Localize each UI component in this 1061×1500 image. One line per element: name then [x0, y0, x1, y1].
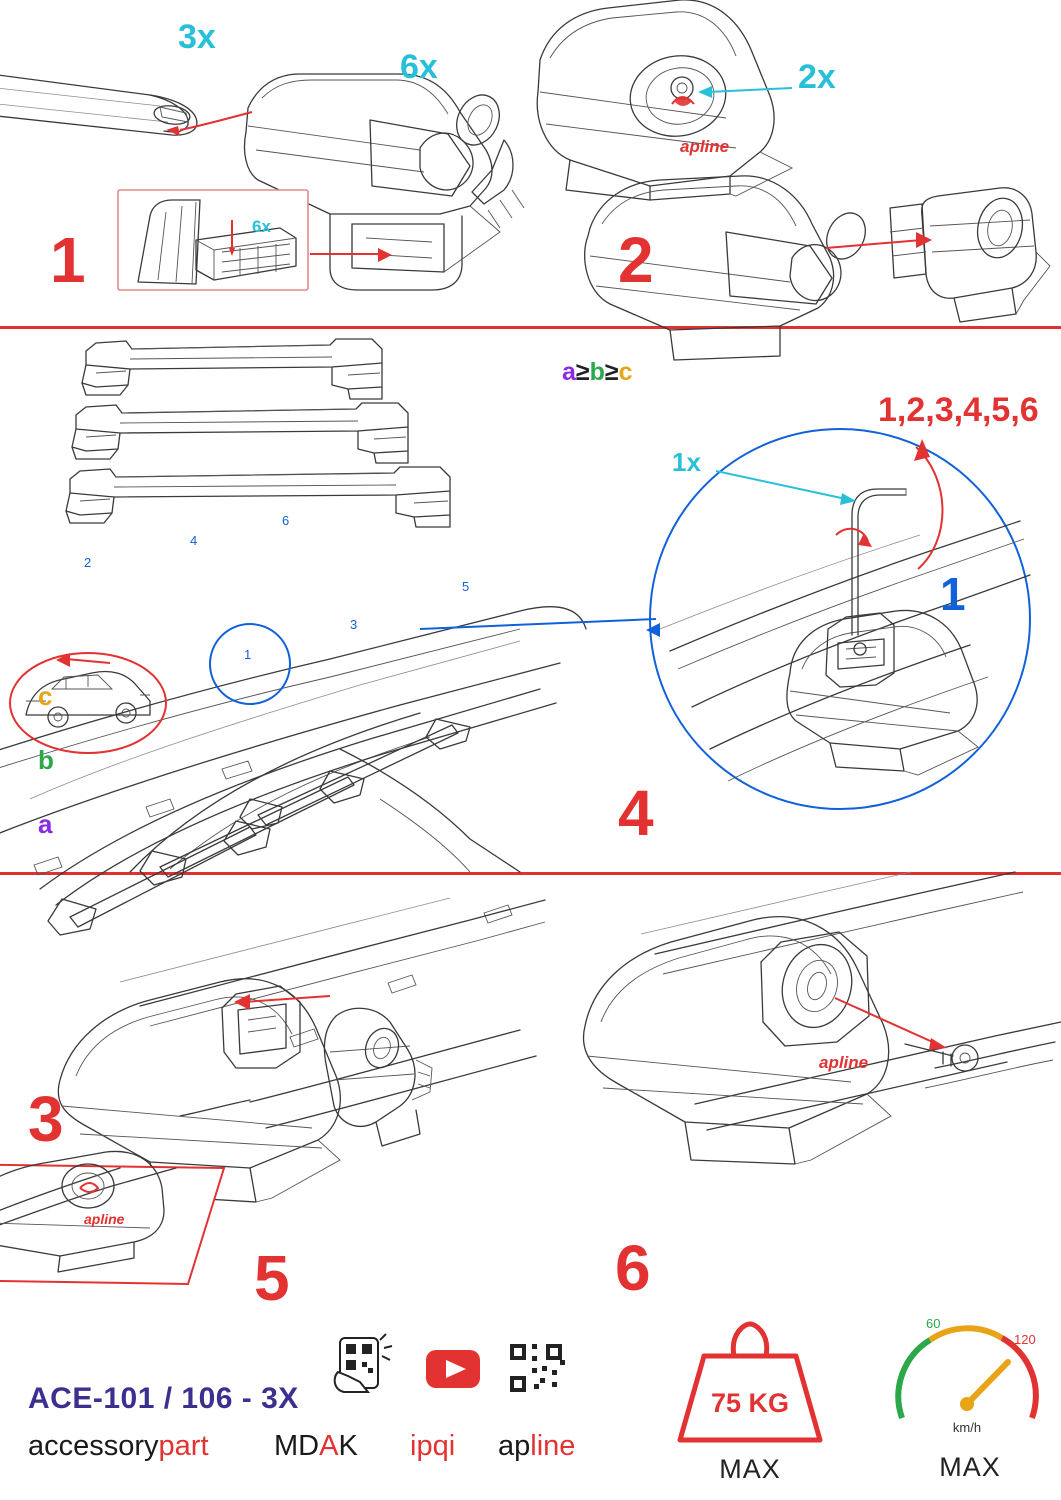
position-label-6: 6 [282, 513, 290, 528]
weight-icon [660, 1310, 840, 1450]
brand-logo-text: apline [680, 137, 730, 156]
step-1-panel [0, 0, 530, 326]
qr-scan-icon[interactable] [335, 1334, 392, 1392]
step-5-number: 5 [254, 1242, 290, 1314]
step-1-qty-6x: 6x [400, 48, 438, 86]
bar-letter-a: a [38, 809, 53, 839]
step-2-cyan-arrow [698, 86, 792, 98]
foot-6 [583, 917, 891, 1164]
footer-branding [28, 1382, 628, 1492]
speedometer-icon [880, 1300, 1060, 1450]
step-3-panel [0, 329, 600, 1155]
car-direction-inset [10, 653, 166, 753]
assembly-arrow-2 [310, 248, 392, 262]
product-code: ACE-101 / 106 - 3X [28, 1382, 299, 1415]
brand-ipqi: ipqi [410, 1430, 456, 1462]
roof-rail-5 [120, 898, 545, 1128]
position-label-5: 5 [462, 579, 470, 594]
step-2-number: 2 [618, 224, 654, 296]
step-4-number: 4 [618, 777, 654, 849]
position-label-4: 4 [190, 533, 198, 548]
roof-rail-6 [641, 872, 1061, 1130]
brand-accessorypart: accessorypart [28, 1430, 209, 1462]
sequence-arrow [914, 439, 943, 569]
step-5-slide-arrow [234, 994, 330, 1010]
step-2-insert-arrow [826, 232, 932, 248]
step-2-panel [530, 0, 1061, 326]
step-1-qty-3x: 3x [178, 18, 216, 56]
speed-tick-60: 60 [926, 1316, 941, 1331]
highlight-circle-1 [210, 624, 290, 704]
brand-apline: apline [498, 1430, 576, 1462]
step-6-panel [545, 876, 1061, 1316]
bar-letter-b: b [38, 745, 54, 775]
inequality-label: a≥b≥c [562, 358, 633, 386]
speed-max-label: MAX [939, 1452, 1001, 1482]
bar-letter-c: c [38, 681, 53, 711]
lock-cover [324, 1008, 432, 1146]
step-6-number: 6 [615, 1232, 651, 1304]
roof-rack-foot-top-view [537, 0, 792, 200]
rotation-arrow [836, 529, 872, 547]
youtube-icon[interactable] [426, 1350, 480, 1388]
step-4-detail-number: 1 [940, 568, 966, 620]
step-5-panel [0, 876, 545, 1316]
brand-logo-text-6: apline [819, 1053, 869, 1072]
weight-limit [660, 1310, 840, 1490]
brand-mdak: MDAK [274, 1430, 358, 1462]
step-2-qty-2x: 2x [798, 58, 836, 96]
weight-value: 75 KG [710, 1388, 790, 1418]
roof-rail-detail [660, 521, 1030, 781]
bar-variant-b [72, 403, 408, 463]
weight-max-label: MAX [719, 1454, 781, 1484]
step-4-panel [600, 329, 1061, 872]
bar-variant-a [66, 467, 450, 527]
step-4-cyan-arrow [716, 471, 856, 505]
footer-icons [330, 1336, 630, 1396]
step-1-number: 1 [50, 224, 86, 296]
step-4-qty-1x: 1x [672, 447, 701, 477]
step-5-inset [0, 1151, 224, 1284]
step-1-inset [118, 190, 308, 290]
speed-limit [880, 1300, 1060, 1490]
step-4-zoom-circle [650, 429, 1030, 809]
step-3-number: 3 [28, 1083, 64, 1155]
inset-qty-label: 6x [252, 217, 271, 236]
svg-text:apline: apline [84, 1211, 125, 1227]
speed-tick-120: 120 [1014, 1332, 1036, 1347]
position-label-2: 2 [84, 555, 92, 570]
crossbar-illustration [0, 70, 197, 135]
qr-code-icon[interactable] [508, 1342, 565, 1392]
bar-variant-c [82, 339, 382, 399]
speed-unit: km/h [952, 1420, 982, 1435]
torque-sequence-label: 1,2,3,4,5,6 [878, 391, 1039, 429]
car-roof-scene [0, 607, 586, 905]
foot-detail [787, 610, 978, 775]
position-label-3: 3 [350, 617, 358, 632]
position-label-1: 1 [244, 647, 252, 662]
